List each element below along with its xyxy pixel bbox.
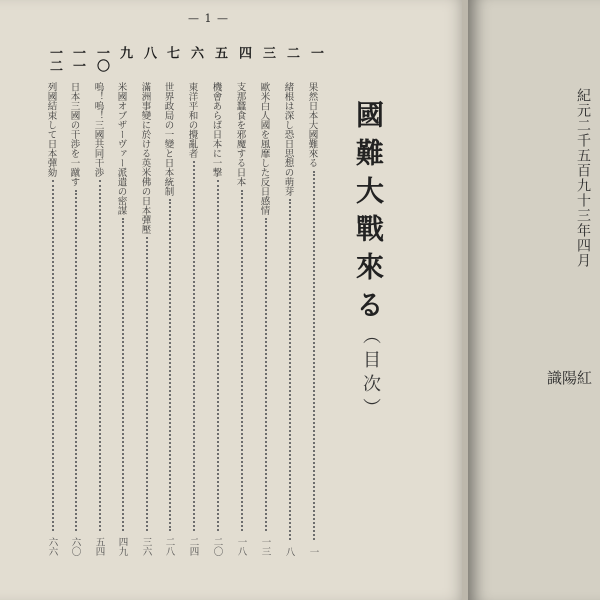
entry-number: 一二 [47, 46, 62, 72]
entry-title: 緒根は深し恐日思想の萌芽 [282, 82, 294, 196]
dot-leader [169, 199, 171, 531]
entry-page: 三六 [140, 537, 152, 556]
entry-number: 一〇 [94, 46, 109, 72]
entry-title: 滿洲事變に於ける英米佛の日本彈壓 [139, 82, 151, 234]
entry-title: 東洋平和の攪亂者 [186, 82, 198, 158]
toc-entry[interactable] [210, 46, 226, 556]
entry-page: 二〇 [211, 537, 223, 556]
entry-page: 六六 [46, 537, 58, 556]
entry-page: 五四 [93, 537, 105, 556]
toc-entry[interactable] [234, 46, 250, 556]
entry-number: 八 [141, 46, 156, 59]
entry-title: 機會あらば日本に一撃 [210, 82, 222, 177]
entry-number: 四 [236, 46, 251, 59]
author-signature [546, 370, 591, 411]
toc-entry[interactable] [186, 46, 202, 556]
entry-page: 二八 [163, 537, 175, 556]
entry-number: 一 [308, 46, 323, 59]
dot-leader [193, 161, 195, 531]
page-number: — 1 — [188, 12, 229, 25]
publication-date: 紀元二千五百九十三年四月 [575, 88, 591, 268]
entry-number: 二 [284, 46, 299, 59]
entry-number: 三 [260, 46, 275, 59]
entry-title: 歐米白人國を風靡した反日感情 [258, 82, 270, 215]
toc-entry[interactable] [115, 46, 131, 556]
entry-page: 二四 [187, 537, 199, 556]
dot-leader [99, 180, 101, 531]
toc-entry[interactable] [45, 46, 61, 556]
author-char: 陽 [560, 370, 578, 385]
entry-page: 一 [307, 546, 319, 556]
toc-entry[interactable] [306, 46, 322, 556]
entry-number: 一一 [70, 46, 85, 72]
toc-entry[interactable] [162, 46, 178, 556]
entry-title: 列國結束して日本彈劾 [45, 82, 57, 177]
entry-title: 世界政局の一變と日本統制 [162, 82, 174, 196]
entry-title: 嗚！嗚！三國共同干渉 [92, 82, 104, 177]
entry-title: 支那蠶食を邪魔する日本 [234, 82, 246, 187]
entry-title: 日本三國の干渉を一蹴す [68, 82, 80, 187]
dot-leader [146, 237, 148, 531]
dot-leader [289, 199, 291, 540]
toc-entry[interactable] [92, 46, 108, 556]
entry-page: 八 [283, 546, 295, 556]
dot-leader [52, 180, 54, 531]
entry-number: 六 [188, 46, 203, 59]
book-title: 國難大戰來る [352, 100, 385, 328]
author-char: 紅 [575, 370, 593, 385]
toc-entry[interactable] [139, 46, 155, 556]
entry-page: 六〇 [69, 537, 81, 556]
entry-title: 果然日本大國難來る [306, 82, 318, 168]
toc-entry[interactable] [282, 46, 298, 556]
author-char: 識 [545, 370, 563, 385]
entry-page: 一三 [259, 537, 271, 556]
entry-page: 四九 [116, 537, 128, 556]
dot-leader [75, 190, 77, 531]
dot-leader [217, 180, 219, 531]
dot-leader [241, 190, 243, 531]
entry-title: 米國オブザーヴァー派遣の密謀 [115, 82, 127, 215]
dot-leader [122, 218, 124, 531]
toc-entry[interactable] [68, 46, 84, 556]
dot-leader [313, 171, 315, 540]
entry-page: 一八 [235, 537, 247, 556]
dot-leader [265, 218, 267, 531]
entry-number: 九 [117, 46, 132, 59]
toc-entry[interactable] [258, 46, 274, 556]
entry-number: 七 [164, 46, 179, 59]
entry-number: 五 [212, 46, 227, 59]
toc-label: （目次） [360, 326, 381, 422]
